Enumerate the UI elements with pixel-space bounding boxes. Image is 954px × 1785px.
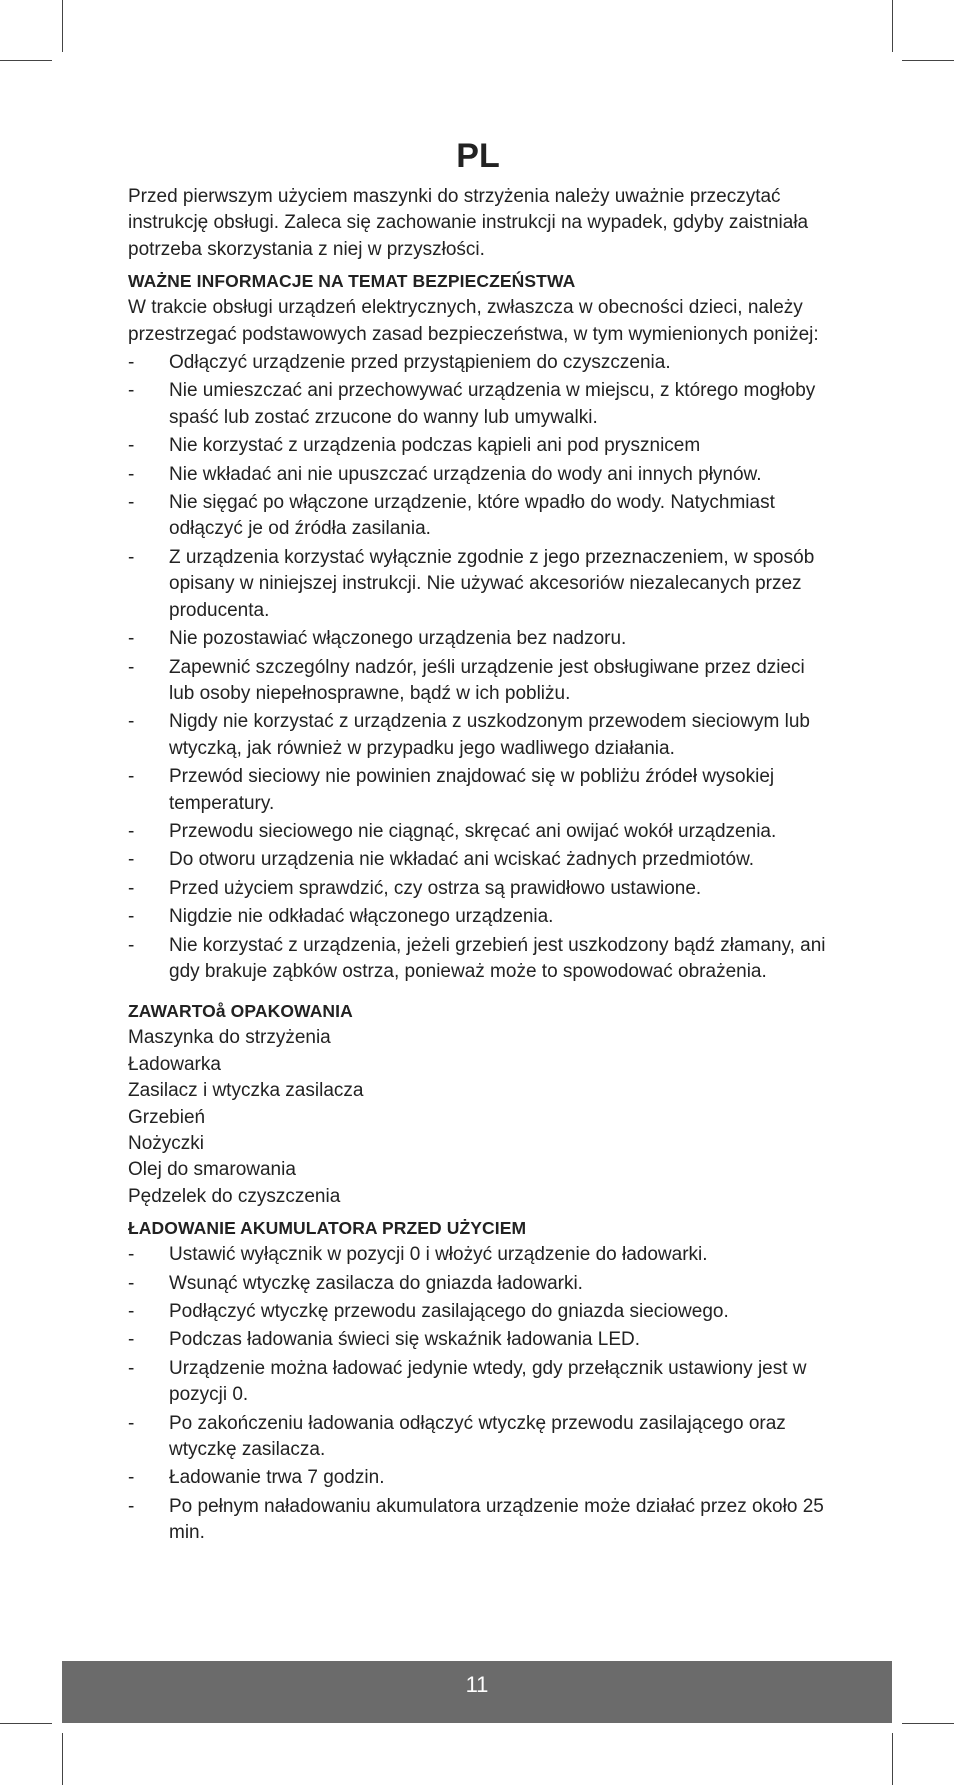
contents-heading: ZAWARTOå OPAKOWANIA (128, 1001, 353, 1022)
list-item-text: Odłączyć urządzenie przed przystąpieniem do czyszczenia. (169, 352, 671, 374)
charging-list (128, 1242, 828, 1546)
list-item (128, 819, 828, 845)
contents-item: Pędzelek do czyszczenia (128, 1185, 341, 1207)
safety-list (128, 350, 828, 985)
crop-mark-top-left (62, 0, 63, 52)
page-number: 11 (465, 1672, 489, 1697)
crop-mark-top-right-h (902, 60, 954, 61)
crop-mark-bottom-left-h (0, 1723, 52, 1724)
list-dash-marker: - (128, 1495, 135, 1517)
list-dash-marker: - (128, 906, 135, 928)
contents-list (128, 1025, 828, 1210)
list-item-text: Po zakończeniu ładowania odłączyć wtyczkę przewodu zasilającego oraz wtyczkę zasilacza. (169, 1412, 786, 1461)
list-item (128, 904, 828, 930)
list-item-text: Wsunąć wtyczkę zasilacza do gniazda ładowarki. (169, 1272, 583, 1294)
list-item-text: Nigdy nie korzystać z urządzenia z uszkodzonym przewodem sieciowym lub wtyczką, jak również w przypadku jego wadliwego działania. (169, 711, 810, 759)
list-item (128, 490, 828, 543)
list-item-text: Podłączyć wtyczkę przewodu zasilającego do gniazda sieciowego. (169, 1301, 729, 1323)
list-item (128, 1271, 828, 1297)
contents-item: Nożyczki (128, 1133, 205, 1154)
contents-item: Olej do smarowania (128, 1159, 296, 1181)
list-item-text: Z urządzenia korzystać wyłącznie zgodnie z jego przeznaczeniem, w sposób opisany w niniejszej instrukcji. Nie używać akcesoriów niezalecanych przez producenta. (169, 546, 815, 621)
list-item (128, 933, 828, 986)
list-dash-marker: - (128, 492, 135, 514)
page-footer-bar (62, 1661, 892, 1723)
contents-item: Zasilacz i wtyczka zasilacza (128, 1080, 364, 1102)
list-dash-marker: - (128, 1467, 135, 1489)
list-item (128, 876, 828, 902)
list-dash-marker: - (128, 1357, 135, 1379)
list-item-text: Po pełnym naładowaniu akumulatora urządzenie może działać przez około 25 min. (169, 1495, 824, 1544)
list-item-text: Nie wkładać ani nie upuszczać urządzenia do wody ani innych płynów. (169, 463, 762, 485)
list-dash-marker: - (128, 1244, 135, 1266)
list-dash-marker: - (128, 766, 135, 788)
list-item (128, 1242, 828, 1268)
list-item-text: Nie pozostawiać włączonego urządzenia bez nadzoru. (169, 628, 627, 650)
list-dash-marker: - (128, 1301, 135, 1323)
list-item (128, 626, 828, 652)
list-item-text: Ładowanie trwa 7 godzin. (169, 1467, 385, 1489)
list-item-text: Nie korzystać z urządzenia podczas kąpieli ani pod prysznicem (169, 435, 701, 457)
list-dash-marker: - (128, 1412, 135, 1434)
list-dash-marker: - (128, 435, 135, 457)
list-dash-marker: - (128, 380, 135, 402)
list-item-text: Ustawić wyłącznik w pozycji 0 i włożyć urządzenie do ładowarki. (169, 1244, 708, 1266)
safety-heading: WAŻNE INFORMACJE NA TEMAT BEZPIECZEŃSTWA (128, 271, 576, 292)
list-item-text: Nigdzie nie odkładać włączonego urządzenia. (169, 906, 554, 928)
list-item-text: Nie sięgać po włączone urządzenie, które wpadło do wody. Natychmiast odłączyć je od źródła zasilania. (169, 492, 775, 540)
list-item-text: Przewodu sieciowego nie ciągnąć, skręcać ani owijać wokół urządzenia. (169, 820, 777, 842)
list-item (128, 433, 828, 459)
list-dash-marker: - (128, 352, 135, 374)
contents-item: Ładowarka (128, 1053, 221, 1075)
list-item-text: Nie korzystać z urządzenia, jeżeli grzebień jest uszkodzony bądź złamany, ani gdy brakuje ząbków ostrza, ponieważ może to spowodować obrażenia. (169, 934, 826, 982)
crop-mark-bottom-right-h (902, 1723, 954, 1724)
list-dash-marker: - (128, 1272, 135, 1294)
list-item (128, 764, 828, 817)
safety-intro: W trakcie obsługi urządzeń elektrycznych, zwłaszcza w obecności dzieci, należy przestrzegać podstawowych zasad bezpieczeństwa, w tym wymienionych poniżej: (128, 297, 819, 345)
list-item (128, 545, 828, 624)
list-item-text: Urządzenie można ładować jedynie wtedy, gdy przełącznik ustawiony jest w pozycji 0. (169, 1357, 807, 1406)
list-item-text: Przewód sieciowy nie powinien znajdować się w pobliżu źródeł wysokiej temperatury. (169, 766, 775, 814)
crop-mark-top-left-h (0, 60, 52, 61)
list-dash-marker: - (128, 546, 135, 568)
list-dash-marker: - (128, 934, 135, 956)
manual-page-content (128, 136, 828, 1549)
list-dash-marker: - (128, 711, 135, 733)
list-dash-marker: - (128, 849, 135, 871)
list-item-text: Zapewnić szczególny nadzór, jeśli urządzenie jest obsługiwane przez dzieci lub osoby niepełnosprawne, bądź w ich pobliżu. (169, 656, 805, 704)
list-item-text: Podczas ładowania świeci się wskaźnik ładowania LED. (169, 1329, 641, 1351)
intro-paragraph: Przed pierwszym użyciem maszynki do strzyżenia należy uważnie przeczytać instrukcję obsługi. Zaleca się zachowanie instrukcji na wypadek, gdyby zaistniała potrzeba skorzystania z niej w przyszłości. (128, 186, 809, 260)
crop-mark-bottom-left (62, 1733, 63, 1785)
list-item (128, 1411, 828, 1464)
crop-mark-top-right (892, 0, 893, 52)
list-dash-marker: - (128, 820, 135, 842)
list-item (128, 350, 828, 376)
list-dash-marker: - (128, 463, 135, 485)
list-item-text: Nie umieszczać ani przechowywać urządzenia w miejscu, z którego mogłoby spaść lub zostać zrzucone do wanny lub umywalki. (169, 380, 816, 428)
contents-item: Maszynka do strzyżenia (128, 1027, 331, 1049)
list-item (128, 709, 828, 762)
list-item (128, 462, 828, 488)
list-item (128, 1465, 828, 1491)
list-item (128, 655, 828, 708)
list-item (128, 1494, 828, 1547)
list-item-text: Do otworu urządzenia nie wkładać ani wciskać żadnych przedmiotów. (169, 849, 755, 871)
list-dash-marker: - (128, 877, 135, 899)
list-dash-marker: - (128, 656, 135, 678)
list-item (128, 847, 828, 873)
list-item (128, 1299, 828, 1325)
list-item (128, 1356, 828, 1409)
language-heading: PL (456, 137, 500, 175)
list-item (128, 378, 828, 431)
list-dash-marker: - (128, 628, 135, 650)
contents-item: Grzebień (128, 1106, 206, 1128)
list-dash-marker: - (128, 1329, 135, 1351)
list-item-text: Przed użyciem sprawdzić, czy ostrza są prawidłowo ustawione. (169, 877, 702, 899)
charging-heading: ŁADOWANIE AKUMULATORA PRZED UŻYCIEM (128, 1218, 527, 1239)
list-item (128, 1327, 828, 1353)
crop-mark-bottom-right (892, 1733, 893, 1785)
